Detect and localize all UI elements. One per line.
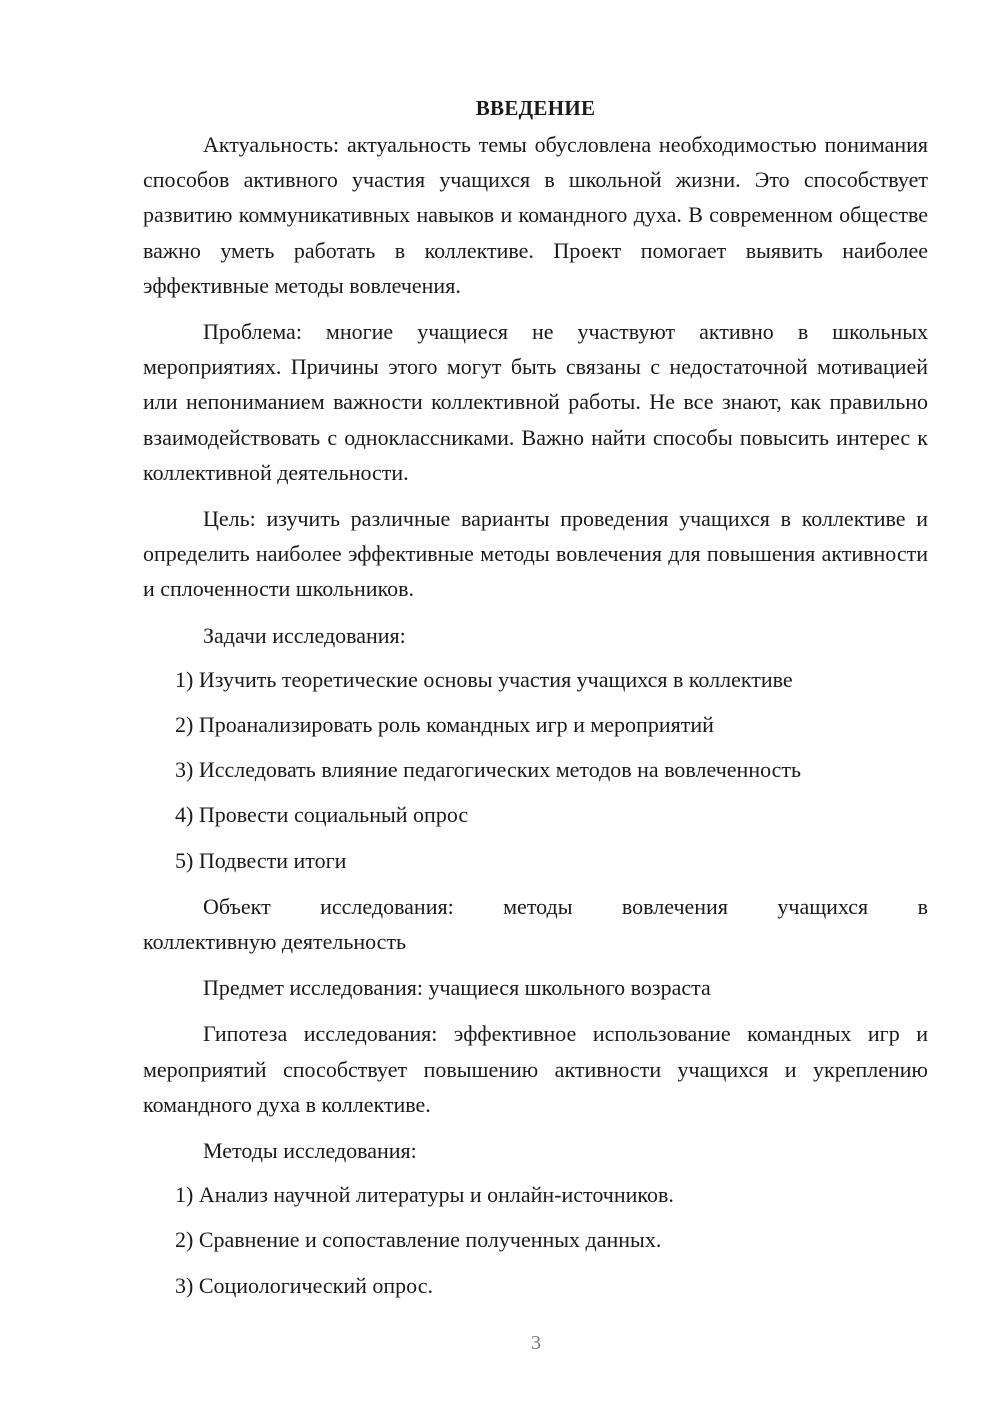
section-title: ВВЕДЕНИЕ [475, 96, 596, 120]
document-page [143, 92, 928, 1303]
goal-paragraph: Цель: изучить различные варианты проведения учащихся в коллективе и определить наиболее эффективные методы вовлечения для повышения активности и сплоченности школьников. [143, 506, 928, 602]
task-item: 2) Проанализировать роль командных игр и мероприятий [175, 712, 714, 738]
relevance-paragraph: Актуальность: актуальность темы обусловлена необходимостью понимания способов активного участия учащихся в школьной жизни. Это способствует развитию коммуникативных навыков и командного духа. В современном обществе важно уметь работать в коллективе. Проект помогает выявить наиболее эффективные методы вовлечения. [143, 132, 928, 298]
task-item: 1) Изучить теоретические основы участия учащихся в коллективе [175, 666, 793, 692]
task-item: 3) Исследовать влияние педагогических методов на вовлеченность [175, 757, 802, 783]
method-item: 3) Социологический опрос. [175, 1272, 433, 1298]
page-number: 3 [531, 1332, 541, 1354]
methods-heading: Методы исследования: [203, 1138, 417, 1164]
subject-paragraph: Предмет исследования: учащиеся школьного возраста [203, 975, 711, 1001]
task-item: 5) Подвести итоги [175, 847, 347, 873]
methods-list [143, 1177, 928, 1303]
tasks-heading: Задачи исследования: [203, 622, 406, 648]
object-line-1: Объект исследования: методы вовлечения учащихся в [203, 893, 928, 919]
problem-paragraph: Проблема: многие учащиеся не участвуют активно в школьных мероприятиях. Причины этого могут быть связаны с недостаточной мотивацией или непониманием важности коллективной работы. Не все знают, как правильно взаимодействовать с одноклассниками. Важно найти способы повысить интерес к коллективной деятельности. [143, 319, 928, 485]
hypothesis-paragraph: Гипотеза исследования: эффективное использование командных игр и мероприятий способствует повышению активности учащихся и укреплению командного духа в коллективе. [143, 1021, 928, 1117]
object-paragraph [143, 889, 928, 959]
method-item: 2) Сравнение и сопоставление полученных данных. [175, 1227, 662, 1253]
method-item: 1) Анализ научной литературы и онлайн-источников. [175, 1182, 674, 1208]
tasks-list [143, 662, 928, 878]
task-item: 4) Провести социальный опрос [175, 802, 469, 828]
object-line-2: коллективную деятельность [143, 929, 407, 955]
